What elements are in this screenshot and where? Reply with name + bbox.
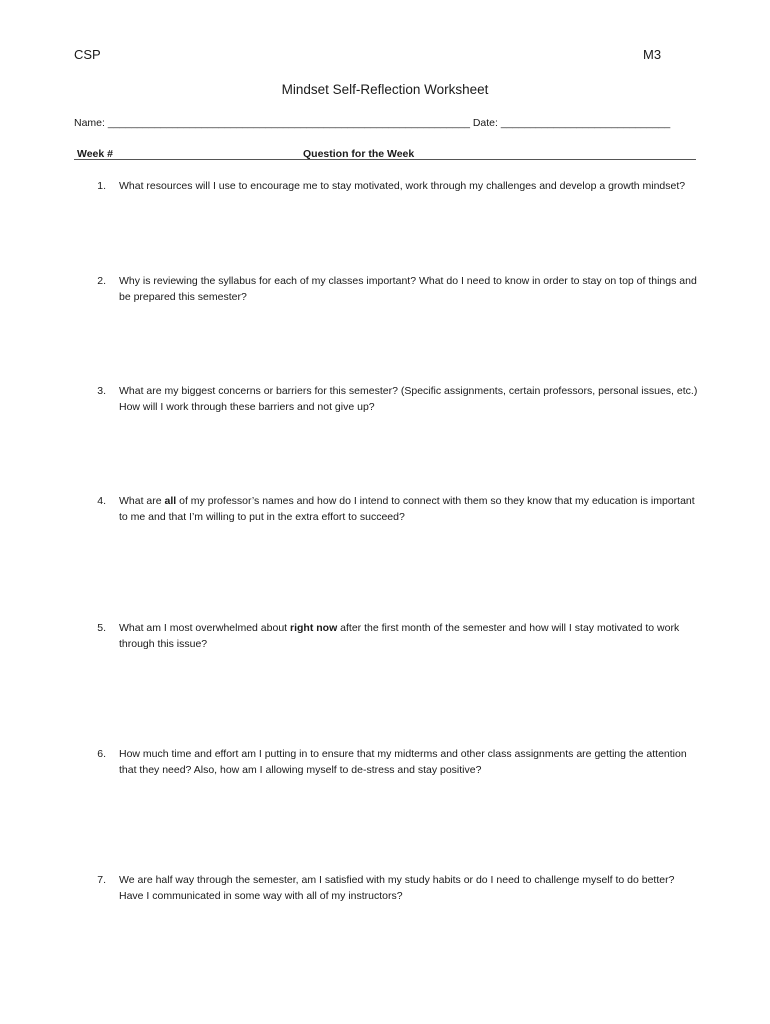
question-text-part: after the first month of the semester and how will I stay motivated to work through this issue?: [119, 622, 680, 650]
question-text-part: What am I most overwhelmed about: [119, 622, 290, 634]
question-text-part: of my professor’s names and how do I intend to connect with them so they know that my education is important to me and that I’m willing to put in the extra effort to succeed?: [119, 495, 695, 523]
question-number: 7.: [97, 874, 106, 886]
date-label: Date:: [472, 117, 498, 129]
question-emphasis: right now: [290, 622, 338, 634]
header-rule: [74, 159, 696, 160]
question-text: What are my biggest concerns or barriers for this semester? (Specific assignments, certain professors, personal issues, etc.) How will I work through these barriers and not give up?: [119, 385, 698, 413]
question-text: [119, 620, 699, 652]
question-number: 1.: [97, 180, 106, 192]
question-number: 6.: [97, 748, 106, 760]
question-number: 2.: [97, 275, 106, 287]
date-blank[interactable]: _____________________________: [500, 117, 671, 129]
question-text: We are half way through the semester, am I satisfied with my study habits or do I need to challenge myself to do better? Have I communicated in some way with all of my instructors?: [119, 874, 675, 902]
question-text: How much time and effort am I putting in to ensure that my midterms and other class assignments are getting the attention that they need? Also, how am I allowing myself to de-stress and stay positive?: [119, 748, 687, 776]
question-number: 5.: [97, 622, 106, 634]
question-number: 4.: [97, 495, 106, 507]
week-column-header: Week #: [77, 148, 113, 160]
question-emphasis: all: [164, 495, 177, 507]
question-column-header: Question for the Week: [303, 148, 415, 160]
name-date-line: [74, 117, 696, 129]
question-text: Why is reviewing the syllabus for each of my classes important? What do I need to know in order to stay on top of things and be prepared this semester?: [119, 275, 697, 303]
worksheet-title: Mindset Self-Reflection Worksheet: [281, 82, 489, 97]
question-text: What resources will I use to encourage me to stay motivated, work through my challenges and develop a growth mindset?: [119, 180, 686, 192]
question-number: 3.: [97, 385, 106, 397]
name-blank[interactable]: ______________________________________________________________: [107, 117, 470, 129]
name-label: Name:: [74, 117, 105, 129]
course-code: CSP: [74, 47, 101, 62]
question-text-part: What are: [119, 495, 165, 507]
module-code: M3: [643, 47, 662, 62]
question-text: [119, 493, 699, 525]
